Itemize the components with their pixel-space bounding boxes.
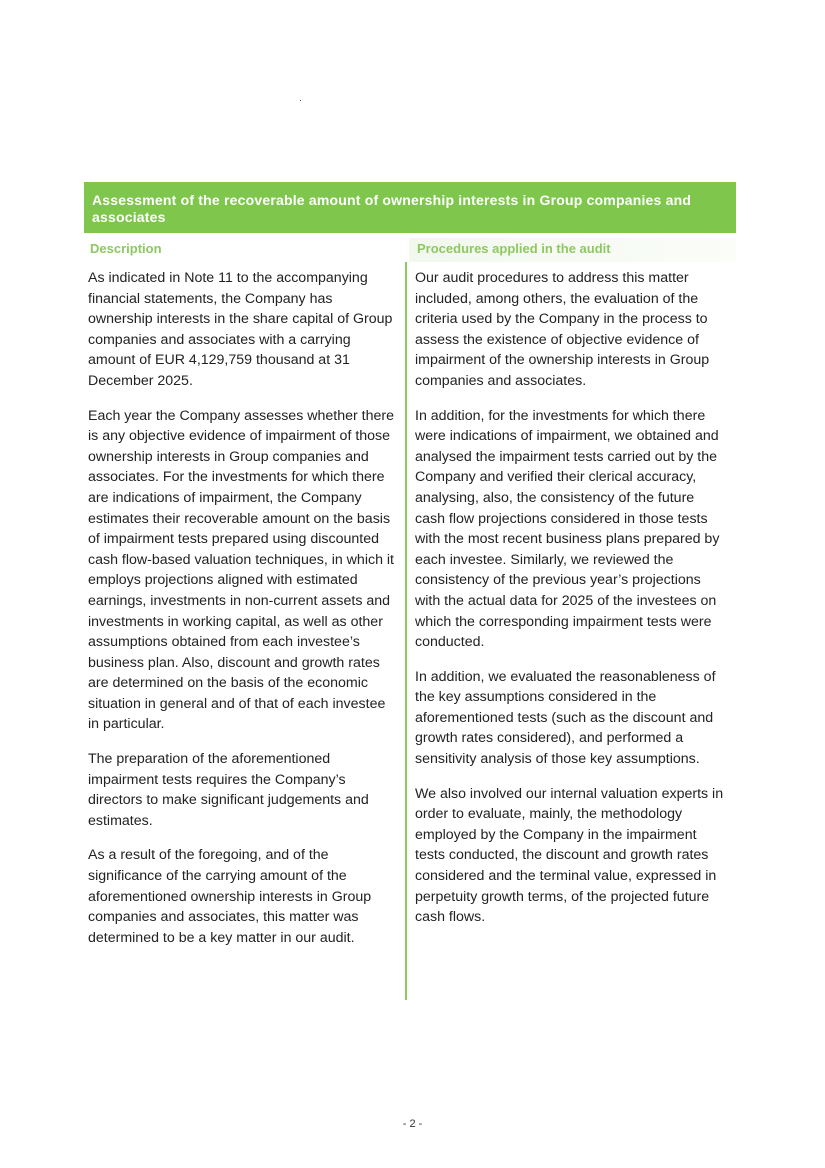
column-divider [405,262,407,1000]
procedures-paragraph: We also involved our internal valuation experts in order to evaluate, mainly, the methodology employed by the Company in the impairment tests conducted, the discount and growth rates considered and the terminal value, expressed in perpetuity growth terms, of the projected future cash flows. [415,785,724,926]
section-title-bar [84,182,736,233]
description-paragraph: Each year the Company assesses whether there is any objective evidence of impairment of those ownership interests in Group companies and associates. For the investments for which there are indications of impairment, the Company estimates their recoverable amount on the basis of impairment tests prepared using discounted cash flow-based valuation techniques, in which it employs projections aligned with estimated earnings, investments in non-current assets and investments in working capital, as well as other assumptions obtained from each investee’s business plan. Also, discount and growth rates are determined on the basis of the economic situation in general and of that of each investee in particular. [88,407,394,733]
description-column [88,268,400,962]
description-paragraph: The preparation of the aforementioned impairment tests requires the Company’s directors to make significant judgements and estimates. [88,751,369,829]
section-title: Assessment of the recoverable amount of ownership interests in Group companies and associates [92,192,692,225]
procedures-column [415,268,725,942]
procedures-paragraph: Our audit procedures to address this matter included, among others, the evaluation of the criteria used by the Company in the process to assess the existence of objective evidence of impairment of the ownership interests in Group companies and associates. [415,270,710,389]
page-number: - 2 - [402,1118,423,1130]
scan-speck [300,100,301,101]
description-paragraph: As indicated in Note 11 to the accompanying financial statements, the Company has ownership interests in the share capital of Group companies and associates with a carrying amount of EUR 4,129,759 thousand at 31 December 2025. [88,270,393,389]
description-header: Description [84,238,402,262]
procedures-header: Procedures applied in the audit [409,238,736,262]
description-paragraph: As a result of the foregoing, and of the significance of the carrying amount of the aforementioned ownership interests in Group companies and associates, this matter was determined to be a key matter in our audit. [88,847,372,946]
procedures-paragraph: In addition, we evaluated the reasonableness of the key assumptions considered in the aforementioned tests (such as the discount and growth rates considered), and performed a sensitivity analysis of those key assumptions. [415,668,716,768]
procedures-paragraph: In addition, for the investments for which there were indications of impairment, we obtained and analysed the impairment tests carried out by the Company and verified their clerical accuracy, analysing, also, the consistency of the future cash flow projections considered in those tests with the most recent business plans prepared by each investee. Similarly, we reviewed the consistency of the previous year’s projections with the actual data for 2025 of the investees on which the corresponding impairment tests were conducted. [415,407,720,651]
